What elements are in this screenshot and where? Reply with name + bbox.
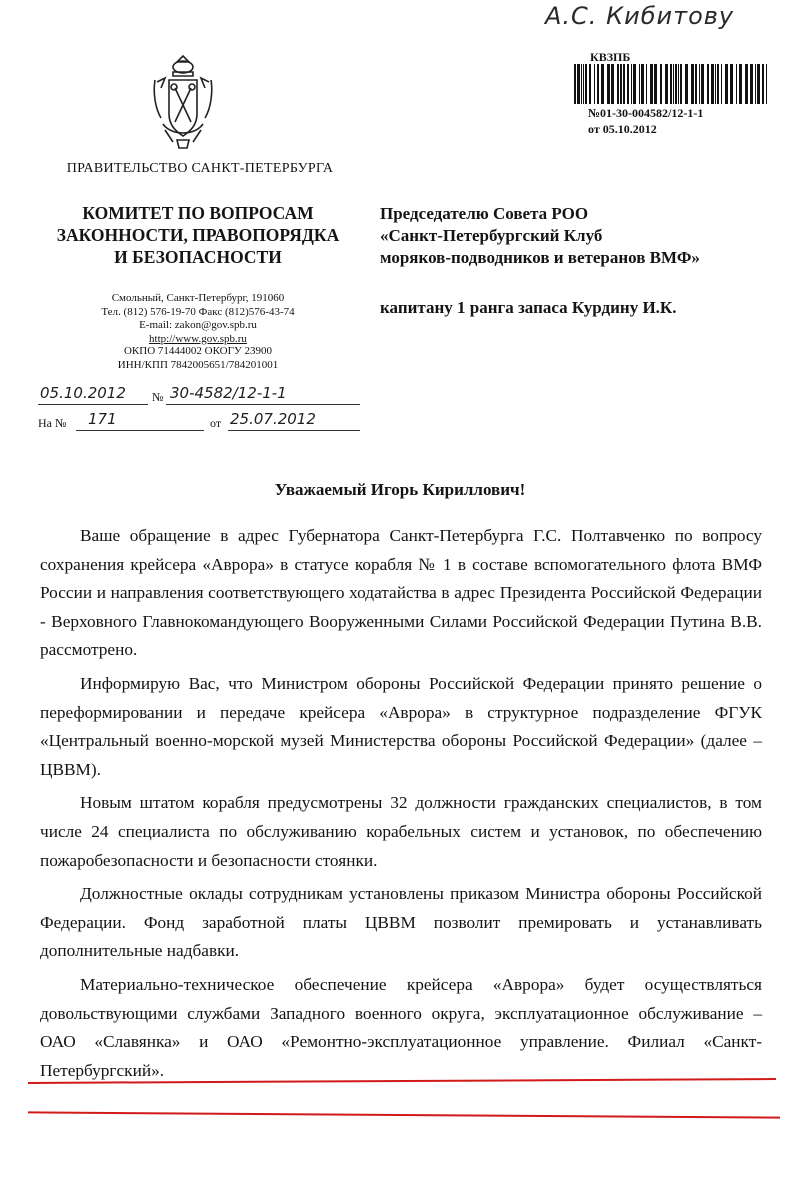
contact-block bbox=[58, 292, 338, 346]
barcode-bar bbox=[745, 64, 748, 104]
barcode-bar bbox=[620, 64, 622, 104]
recipient-line: «Санкт-Петербургский Клуб bbox=[380, 226, 603, 245]
barcode-bar bbox=[617, 64, 619, 104]
barcode-bar bbox=[627, 64, 629, 104]
barcode-bar bbox=[691, 64, 694, 104]
barcode-bar bbox=[755, 64, 756, 104]
barcode-bar bbox=[680, 64, 682, 104]
barcode-bar bbox=[574, 64, 576, 104]
outgoing-date: 05.10.2012 bbox=[40, 384, 126, 402]
barcode-bar bbox=[589, 64, 591, 104]
red-annotation-line bbox=[28, 1111, 780, 1118]
barcode-bar bbox=[750, 64, 753, 104]
barcode-bar bbox=[594, 64, 595, 104]
barcode-bar bbox=[766, 64, 767, 104]
barcode-icon bbox=[572, 64, 772, 104]
paragraph: Информирую Вас, что Министром обороны Российской Федерации принято решение о переформировании и передаче крейсера «Аврора» в структурное подразделение ФГУК «Центральный военно-морской музей Министерства обороны Российской Федерации» (далее – ЦВВМ). bbox=[40, 673, 762, 779]
barcode-bar bbox=[739, 64, 742, 104]
barcode-bar bbox=[711, 64, 714, 104]
outgoing-number: 30-4582/12-1-1 bbox=[170, 384, 287, 402]
committee-line: И БЕЗОПАСНОСТИ bbox=[114, 247, 282, 267]
paragraph: Ваше обращение в адрес Губернатора Санкт-Петербурга Г.С. Полтавченко по вопросу сохранения крейсера «Аврора» в статусе корабля № 1 в составе вспомогательного флота ВМФ России и направления соответствующего ходатайства в адрес Президента Российской Федерации - Верховного Главнокомандующего Вооруженными Силами Российской Федерации Путина В.В. рассмотрено. bbox=[40, 526, 762, 660]
email: E-mail: zakon@gov.spb.ru bbox=[139, 319, 257, 331]
website-link[interactable]: http://www.gov.spb.ru bbox=[149, 332, 247, 345]
barcode-bar bbox=[597, 64, 599, 104]
barcode-bar bbox=[581, 64, 582, 104]
outgoing-registration bbox=[38, 386, 358, 408]
barcode-bar bbox=[736, 64, 737, 104]
barcode-bar bbox=[665, 64, 668, 104]
barcode-bar bbox=[715, 64, 716, 104]
recipient-name: капитану 1 ранга запаса Курдину И.К. bbox=[380, 298, 677, 317]
barcode-bar bbox=[577, 64, 580, 104]
reply-label: На № bbox=[38, 416, 67, 430]
barcode-bar bbox=[717, 64, 719, 104]
committee-name bbox=[28, 202, 368, 268]
barcode-bar bbox=[660, 64, 662, 104]
barcode-bar bbox=[701, 64, 704, 104]
barcode-bar bbox=[675, 64, 677, 104]
barcode-bar bbox=[654, 64, 657, 104]
barcode-bar bbox=[639, 64, 640, 104]
recipient-line: Председателю Совета РОО bbox=[380, 204, 589, 223]
coat-of-arms-icon bbox=[143, 52, 223, 152]
committee-line: ЗАКОННОСТИ, ПРАВОПОРЯДКА bbox=[56, 225, 340, 245]
barcode-bar bbox=[585, 64, 587, 104]
recipient-block bbox=[380, 203, 790, 269]
registry-codes bbox=[68, 345, 328, 372]
reply-number: 171 bbox=[88, 410, 117, 428]
barcode-bar bbox=[601, 64, 604, 104]
reply-date: 25.07.2012 bbox=[230, 410, 316, 428]
inn-kpp: ИНН/КПП 7842005651/784201001 bbox=[117, 358, 279, 371]
barcode-bar bbox=[757, 64, 760, 104]
barcode-bar bbox=[623, 64, 625, 104]
barcode-bar bbox=[673, 64, 674, 104]
paragraph: Должностные оклады сотрудникам установлены приказом Министра обороны Российской Федерации. Фонд заработной платы ЦВВМ позволит премировать и устанавливать дополнительные надбавки. bbox=[40, 884, 762, 961]
from-label: от bbox=[210, 416, 222, 430]
stamp-label: КВЗПБ bbox=[590, 50, 631, 64]
barcode-bar bbox=[699, 64, 700, 104]
barcode-bar bbox=[725, 64, 728, 104]
barcode-bar bbox=[650, 64, 653, 104]
paragraph: Новым штатом корабля предусмотрены 32 должности гражданских специалистов, в том числе 24 специалиста по обслуживанию корабельных систем и установок, по обеспечению пожаробезопасности и безопасности стоянки. bbox=[40, 793, 762, 870]
barcode-bar bbox=[685, 64, 688, 104]
barcode-bar bbox=[607, 64, 610, 104]
paragraph: Материально-техническое обеспечение крейсера «Аврора» будет осуществляться довольствующими службами Западного военного округа, эксплуатационное обслуживание – ОАО «Славянка» и ОАО «Ремонтно-эксплуатационное управление. Филиал «Санкт-Петербургский». bbox=[40, 974, 762, 1080]
number-label: № bbox=[152, 390, 164, 404]
okpo-okogu: ОКПО 71444002 ОКОГУ 23900 bbox=[123, 345, 273, 357]
barcode-bar bbox=[762, 64, 764, 104]
committee-line: КОМИТЕТ ПО ВОПРОСАМ bbox=[82, 203, 314, 223]
barcode-bar bbox=[721, 64, 722, 104]
stamp-date: от 05.10.2012 bbox=[588, 122, 657, 136]
barcode-bar bbox=[707, 64, 709, 104]
barcode-bar bbox=[646, 64, 647, 104]
barcode-bar bbox=[583, 64, 584, 104]
stamp-number: №01-30-004582/12-1-1 bbox=[588, 106, 704, 120]
barcode-bar bbox=[631, 64, 632, 104]
government-title: ПРАВИТЕЛЬСТВО САНКТ-ПЕТЕРБУРГА bbox=[66, 161, 334, 176]
barcode-bar bbox=[730, 64, 733, 104]
barcode-bar bbox=[695, 64, 697, 104]
barcode-bar bbox=[611, 64, 614, 104]
phone-fax: Тел. (812) 576-19-70 Факс (812)576-43-74 bbox=[101, 305, 295, 318]
greeting: Уважаемый Игорь Кириллович! bbox=[274, 480, 526, 499]
letter-body bbox=[40, 522, 762, 1090]
reply-reference bbox=[38, 412, 358, 434]
barcode-bar bbox=[641, 64, 644, 104]
handwritten-addressee-note: А.С. Кибитову bbox=[545, 2, 735, 30]
barcode-bar bbox=[633, 64, 636, 104]
recipient-line: моряков-подводников и ветеранов ВМФ» bbox=[380, 248, 700, 267]
barcode-bar bbox=[670, 64, 672, 104]
barcode-bar bbox=[678, 64, 679, 104]
address: Смольный, Санкт-Петербург, 191060 bbox=[111, 292, 285, 304]
